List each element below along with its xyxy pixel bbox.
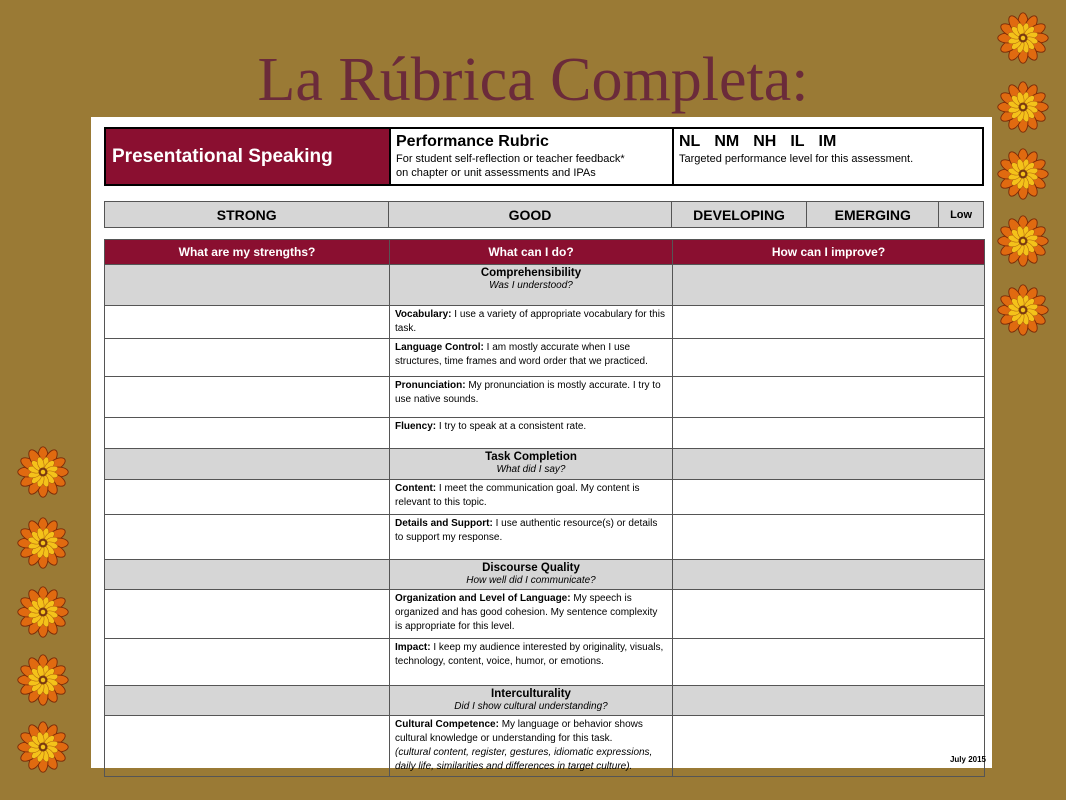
rubric-table — [104, 239, 985, 777]
rubric-row — [105, 480, 985, 515]
section-header-row — [105, 686, 985, 716]
target-level — [674, 129, 982, 184]
improve-cell[interactable] — [673, 265, 985, 306]
rubric-desc-1: For student self-reflection or teacher feedback* — [396, 153, 625, 165]
col-improve: How can I improve? — [673, 240, 985, 265]
strengths-cell[interactable] — [105, 306, 390, 339]
strengths-cell[interactable] — [105, 515, 390, 560]
criterion-term: Cultural Competence: — [395, 719, 499, 730]
strengths-cell[interactable] — [105, 377, 390, 418]
rubric-row — [105, 639, 985, 686]
section-title: Discourse Quality — [482, 562, 580, 574]
criterion-cell — [390, 377, 673, 418]
slide-title: La Rúbrica Completa: — [257, 46, 809, 114]
col-can-do: What can I do? — [390, 240, 673, 265]
improve-cell[interactable] — [673, 560, 985, 590]
flower-icon — [16, 653, 70, 707]
criterion-text: I am mostly accurate when I use structures, time frames and word order that we practiced. — [395, 342, 648, 367]
rubric-row — [105, 339, 985, 377]
criterion-term: Organization and Level of Language: — [395, 593, 571, 604]
scale-good: GOOD — [389, 202, 671, 227]
rubric-row — [105, 418, 985, 449]
rubric-row — [105, 306, 985, 339]
strengths-cell[interactable] — [105, 639, 390, 686]
section-title: Task Completion — [485, 451, 577, 463]
section-title: Comprehensibility — [480, 267, 582, 279]
improve-cell[interactable] — [673, 480, 985, 515]
rubric-title: Performance Rubric — [396, 133, 549, 150]
criterion-cell — [390, 590, 673, 639]
criterion-term: Language Control: — [395, 342, 484, 353]
criterion-cell — [390, 716, 673, 777]
improve-cell[interactable] — [673, 639, 985, 686]
level-im: IM — [818, 133, 837, 150]
strengths-cell[interactable] — [105, 418, 390, 449]
target-desc: Targeted performance level for this assessment. — [679, 153, 914, 165]
rubric-row — [105, 377, 985, 418]
improve-cell[interactable] — [673, 449, 985, 480]
criterion-term: Impact: — [395, 642, 431, 653]
improve-cell[interactable] — [673, 418, 985, 449]
improve-cell[interactable] — [673, 716, 985, 777]
criterion-cell — [390, 418, 673, 449]
criterion-text: I meet the communication goal. My content is relevant to this topic. — [395, 483, 640, 508]
rubric-document — [91, 117, 992, 772]
improve-cell[interactable] — [673, 377, 985, 418]
strengths-cell[interactable] — [105, 686, 390, 716]
strengths-cell[interactable] — [105, 590, 390, 639]
section-question: How well did I communicate? — [466, 575, 596, 586]
section-heading — [390, 265, 673, 306]
level-nh: NH — [753, 133, 777, 150]
section-header-row — [105, 560, 985, 590]
criterion-cell — [390, 306, 673, 339]
skill-title: Presentational Speaking — [106, 129, 391, 184]
level-nl: NL — [679, 133, 701, 150]
rubric-header — [104, 127, 984, 186]
footer-date: July 2015 — [949, 755, 986, 764]
criterion-cell — [390, 339, 673, 377]
col-strengths: What are my strengths? — [105, 240, 390, 265]
section-question: Did I show cultural understanding? — [454, 701, 608, 712]
improve-cell[interactable] — [673, 515, 985, 560]
flower-icon — [16, 720, 70, 774]
criterion-cell — [390, 515, 673, 560]
strengths-cell[interactable] — [105, 339, 390, 377]
section-heading — [390, 449, 673, 480]
flower-icon — [996, 11, 1050, 65]
criterion-text: My pronunciation is mostly accurate. I try to use native sounds. — [395, 380, 661, 405]
section-header-row — [105, 449, 985, 480]
level-list — [679, 132, 977, 152]
criterion-text: I try to speak at a consistent rate. — [438, 421, 587, 432]
strengths-cell[interactable] — [105, 480, 390, 515]
criterion-term: Vocabulary: — [395, 309, 452, 320]
section-heading — [390, 560, 673, 590]
criterion-text: My speech is organized and has good cohesion. My sentence complexity is appropriate for this level. — [395, 593, 658, 632]
scale-developing: DEVELOPING — [672, 202, 808, 227]
flower-icon — [16, 516, 70, 570]
rubric-row — [105, 716, 985, 777]
flower-icon — [996, 80, 1050, 134]
criterion-text: I use authentic resource(s) or details to support my response. — [395, 518, 658, 543]
improve-cell[interactable] — [673, 686, 985, 716]
flower-icon — [16, 585, 70, 639]
criterion-note: (cultural content, register, gestures, idiomatic expressions, daily life, similarities and differences in target culture). — [395, 747, 653, 772]
flower-icon — [996, 214, 1050, 268]
criterion-term: Details and Support: — [395, 518, 493, 529]
criterion-cell — [390, 639, 673, 686]
criterion-text: I use a variety of appropriate vocabulary for this task. — [395, 309, 665, 334]
improve-cell[interactable] — [673, 339, 985, 377]
strengths-cell[interactable] — [105, 265, 390, 306]
criterion-term: Fluency: — [395, 421, 437, 432]
section-header-row — [105, 265, 985, 306]
criterion-text: My language or behavior shows cultural knowledge or understanding for this task. — [395, 719, 643, 744]
flower-icon — [996, 147, 1050, 201]
criterion-term: Pronunciation: — [395, 380, 466, 391]
improve-cell[interactable] — [673, 306, 985, 339]
strengths-cell[interactable] — [105, 716, 390, 777]
strengths-cell[interactable] — [105, 560, 390, 590]
scale-low: Low — [950, 208, 973, 221]
scale-emerging: EMERGING — [807, 202, 939, 227]
rubric-row — [105, 590, 985, 639]
rubric-row — [105, 515, 985, 560]
strengths-cell[interactable] — [105, 449, 390, 480]
section-question: What did I say? — [496, 464, 566, 475]
flower-icon — [996, 283, 1050, 337]
rubric-desc-2: on chapter or unit assessments and IPAs — [396, 167, 596, 179]
section-heading — [390, 686, 673, 716]
section-question: Was I understood? — [489, 280, 573, 291]
improve-cell[interactable] — [673, 590, 985, 639]
scale-strong: STRONG — [105, 202, 389, 227]
section-title: Interculturality — [491, 688, 571, 700]
criterion-term: Content: — [395, 483, 437, 494]
performance-scale — [104, 201, 984, 228]
level-il: IL — [790, 133, 805, 150]
criterion-cell — [390, 480, 673, 515]
flower-icon — [16, 445, 70, 499]
level-nm: NM — [714, 133, 740, 150]
criterion-text: I keep my audience interested by originality, visuals, technology, content, voice, humor, or emotions. — [395, 642, 664, 667]
rubric-info — [391, 129, 674, 184]
